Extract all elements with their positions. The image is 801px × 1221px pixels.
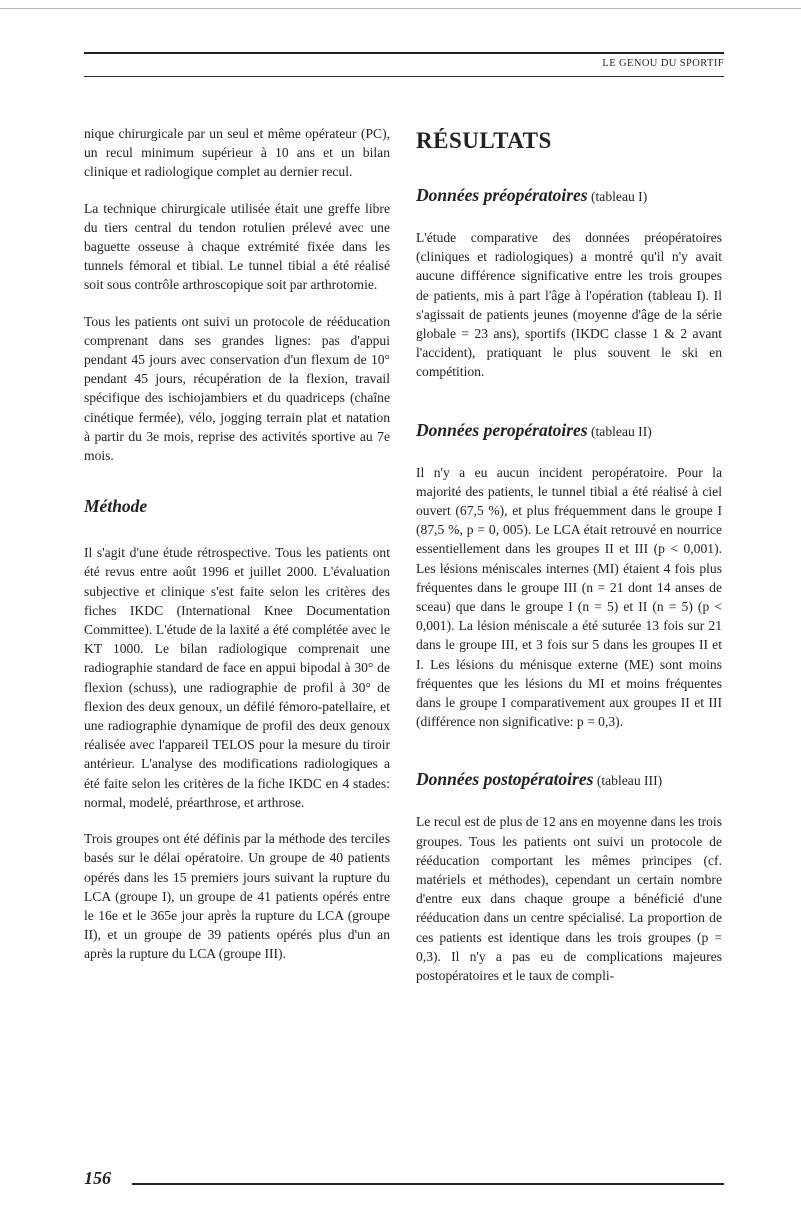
section-title-resultats: RÉSULTATS [416, 128, 552, 153]
methode-heading: Méthode [84, 496, 148, 517]
subsection-heading [416, 419, 722, 443]
paragraph: Tous les patients ont suivi un protocole de rééducation comprenant dans ses grandes lignes: pas d'appui pendant 45 jours avec conservation d'un flexum de 10° pendant 45 jours, récupération de la flexion, travail spécifique des ischiojambiers et du quadriceps (chaîne cinétique fermée), vélo, jogging terrain plat et natation à partir du 3e mois, reprise des activités sportive au 7e mois. [84, 313, 390, 464]
subsection-title: Données postopératoires [416, 769, 594, 790]
subsection-heading [416, 184, 722, 208]
header-underline [84, 76, 724, 77]
right-column [416, 124, 722, 1002]
header-rule [84, 52, 724, 54]
left-column [84, 124, 390, 981]
subsection-title: Données préopératoires [416, 185, 588, 205]
table-reference: (tableau II) [591, 423, 652, 439]
footer-rule [132, 1183, 724, 1185]
paragraph: Il n'y a eu aucun incident peropératoire. Pour la majorité des patients, le tunnel tibial a été réalisé à ciel ouvert (67,5 %), et plus fréquemment dans le groupe I (87,5 %, p = 0, 005). Le LCA était retrouvé en nourrice essentiellement dans les groupes II et III (p < 0,001). Les lésions méniscales internes (MI) étaient 4 fois plus fréquentes dans le groupe III (n = 21 dont 14 anses de sceau) que dans le groupe I (n = 5) et II (n = 5) (p < 0,001). La lésion méniscale a été suturée 13 fois sur 21 dans le groupe III, et 3 fois sur 5 dans les groupes II et I. Les lésions du ménisque externe (ME) sont moins fréquentes que les lésions du MI et moins fréquentes dans le groupe I comparativement aux groupes II et III (différence non significative: p = 0,3). [416, 464, 722, 730]
paragraph: Le recul est de plus de 12 ans en moyenne dans les trois groupes. Tous les patients ont suivi un protocole de rééducation comportant les mêmes principes (cf. matériels et méthodes), cependant un certain nombre d'entre eux dans chaque groupe a bénéficié d'une rééducation dans un centre spécialisé. La proportion de ces patients est identique dans les trois groupes (p = 0,3). Il n'y a pas eu de complications majeures postopératoires et le taux de compli- [416, 814, 722, 984]
paragraph: Trois groupes ont été définis par la méthode des terciles basés sur le délai opératoire. Un groupe de 40 patients opérés dans les 15 premiers jours suivant la rupture du LCA (groupe I), un groupe de 41 patients opérés entre le 16e et le 365e jour après la rupture du LCA (groupe II), et un groupe de 39 patients opérés plus d'un an après la rupture du LCA (groupe III). [84, 831, 390, 962]
table-reference: (tableau III) [596, 773, 663, 789]
page-number: 156 [84, 1168, 111, 1188]
subsection-title: Données peropératoires [416, 419, 588, 440]
running-head: LE GENOU DU SPORTIF [602, 58, 724, 69]
top-edge-line [0, 8, 801, 9]
paragraph: Il s'agit d'une étude rétrospective. Tous les patients ont été revus entre août 1996 et juillet 2000. L'évaluation subjective et clinique s'est faite selon les critères des fiches IKDC (International Knee Documentation Committee). L'étude de la laxité a été complétée avec le KT 1000. Le bilan radiologique comprenait une radiographie standard de face en appui bipodal à 30° de flexion (schuss), une radiographie de profil à 30° de flexion des deux genoux, un défilé fémoro-patellaire, et une radiographie dynamique de profil des deux genoux réalisée avec l'appareil TELOS pour la mesure du tiroir antérieur. L'analyse des modifications radiologiques a été faite selon les critères de la fiche IKDC en 4 stades: normal, modelé, préarthrose, et arthrose. [84, 545, 390, 810]
table-reference: (tableau I) [591, 189, 648, 204]
paragraph: La technique chirurgicale utilisée était une greffe libre du tiers central du tendon rotulien prélevé avec une baguette osseuse à chaque extrémité fixée dans les tunnels fémoral et tibial. Le tunnel tibial a été réalisé soit sous contrôle arthroscopique soit par arthrotomie. [84, 200, 390, 293]
paragraph: L'étude comparative des données préopératoires (cliniques et radiologiques) a montré qu'il n'y avait aucune différence significative entre les trois groupes de patients, mis à part l'âge à l'opération (tableau I). Il s'agissait de patients jeunes (moyenne d'âge de la série globale = 23 ans), sportifs (IKDC classe 1 & 2 avant l'accident), pratiquant le plus souvent le ski en compétition. [416, 230, 722, 380]
subsection-heading [416, 768, 722, 792]
paragraph: nique chirurgicale par un seul et même opérateur (PC), un recul minimum supérieur à 10 ans et un bilan clinique et radiologique complet au dernier recul. [84, 126, 390, 180]
